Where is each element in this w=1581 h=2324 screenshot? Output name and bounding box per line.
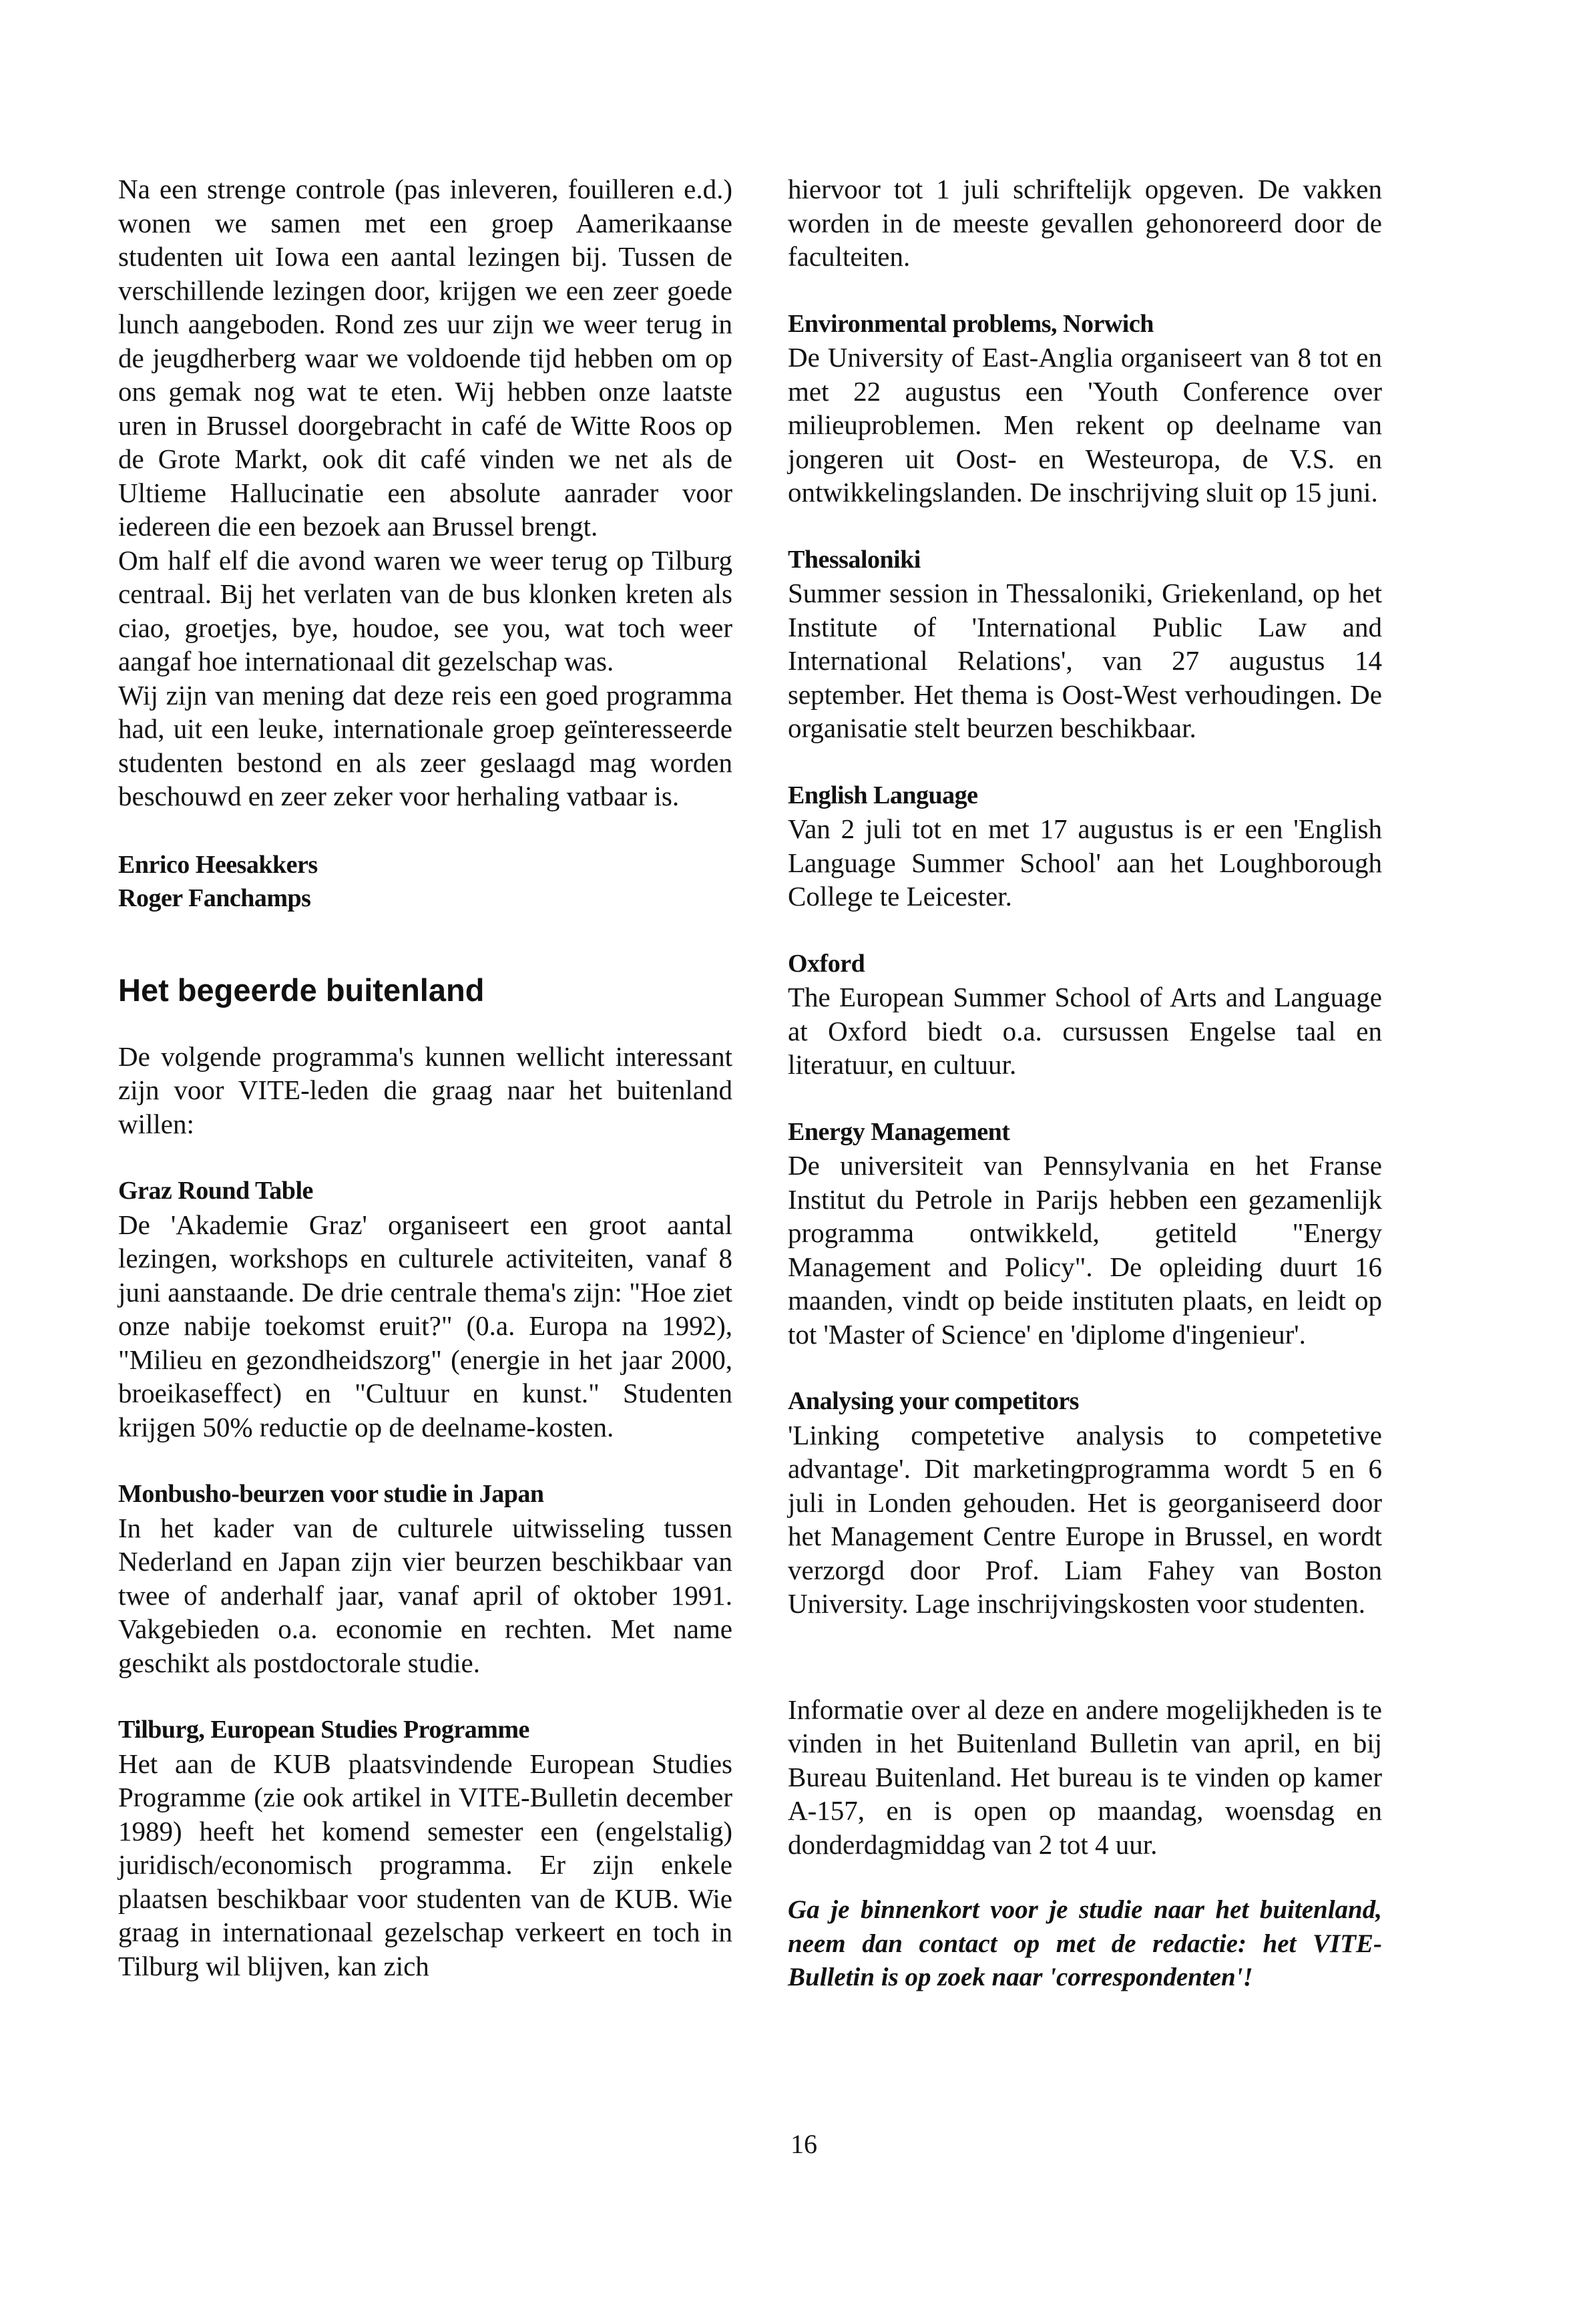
section-body: De University of East-Anglia organiseert van 8 tot en met 22 augustus een 'Youth Conference over milieuproblemen. Men rekent op deelname van jongeren uit Oost- en Westeuropa, de V.S. en ontwikkelingslanden. De inschrijving sluit op 15 juni.: [788, 342, 1382, 508]
section-body: Van 2 juli tot en met 17 augustus is er een 'English Language Summer School' aan het Loughborough College te Leicester.: [788, 813, 1382, 912]
section-heading: Tilburg, European Studies Programme: [118, 1716, 529, 1744]
section-heading: Graz Round Table: [118, 1177, 313, 1205]
section-thessaloniki: [788, 543, 1382, 745]
section-body: De universiteit van Pennsylvania en het Franse Institut du Petrole in Parijs hebben een gezamenlijk programma ontwikkeld, getiteld "Energy Management and Policy". De opleiding duurt 16 maanden, vindt op beide instituten plaats, en leidt op tot 'Master of Science' en 'diplome d'ingenieur'.: [788, 1150, 1382, 1350]
article-intro: De volgende programma's kunnen wellicht interessant zijn voor VITE-leden die graag naar het buitenland willen:: [118, 1040, 732, 1139]
page-number: 16: [790, 2129, 817, 2159]
conclusion-paragraph: Wij zijn van mening dat deze reis een goed programma had, uit een leuke, internationale groep geïnteresseerde studenten bestond en als zeer geslaagd mag worden beschouwd en zeer zeker voor herhaling vatbaar is.: [118, 679, 732, 811]
section-heading: Monbusho-beurzen voor studie in Japan: [118, 1480, 544, 1508]
author-name: Enrico Heesakkers: [118, 850, 318, 879]
correspondents-callout: Ga je binnenkort voor je studie naar het buitenland, neem dan contact op met de redactie: het VITE-Bulletin is op zoek naar 'correspondenten'!: [788, 1895, 1382, 1991]
left-column: [118, 172, 732, 1983]
section-heading: English Language: [788, 781, 978, 809]
section-english-language: [788, 779, 1382, 914]
intro-paragraph: Na een strenge controle (pas inleveren, fouilleren e.d.) wonen we samen met een groep Aamerikaanse studenten uit Iowa een aantal lezingen bij. Tussen de verschillende lezingen door, krijgen we een zeer goede lunch aangeboden. Rond zes uur zijn we weer terug in de jeugdherberg waar we voldoende tijd hebben om op ons gemak nog wat te eten. Wij hebben onze laatste uren in Brussel doorgebracht in café de Witte Roos op de Grote Markt, ook dit café vinden we net als de Ultieme Hallucinatie een absolute aanrader voor iedereen die een bezoek aan Brussel brengt.: [118, 174, 732, 542]
article-title: Het begeerde buitenland: [118, 972, 485, 1008]
section-tilburg: [118, 1713, 732, 1983]
continuation-paragraph: hiervoor tot 1 juli schriftelijk opgeven. De vakken worden in de meeste gevallen gehonoreerd door de faculteiten.: [788, 174, 1382, 272]
author-name: Roger Fanchamps: [118, 884, 311, 912]
section-heading: Environmental problems, Norwich: [788, 309, 1154, 338]
info-paragraph: Informatie over al deze en andere mogelijkheden is te vinden in het Buitenland Bulletin van april, en bij Bureau Buitenland. Het bureau is te vinden op kamer A-157, en is open op maandag, woensdag en donderdagmiddag van 2 tot 4 uur.: [788, 1694, 1382, 1860]
right-column: [788, 172, 1382, 1995]
section-heading: Energy Management: [788, 1117, 1010, 1146]
section-body: Het aan de KUB plaatsvindende European Studies Programme (zie ook artikel in VITE-Bulletin december 1989) heeft het komend semester een (engelstalig) juridisch/economisch programma. Er zijn enkele plaatsen beschikbaar voor studenten van de KUB. Wie graag in internationaal gezelschap verkeert en toch in Tilburg wil blijven, kan zich: [118, 1748, 732, 1981]
section-body: De 'Akademie Graz' organiseert een groot aantal lezingen, workshops en culturele activiteiten, vanaf 8 juni aanstaande. De drie centrale thema's zijn: "Hoe ziet onze nabije toekomst eruit?" (0.a. Europa na 1992), "Milieu en gezondheidszorg" (energie in het jaar 2000, broeikaseffect) en "Cultuur en kunst." Studenten krijgen 50% reductie op de deelname-kosten.: [118, 1209, 732, 1442]
section-heading: Oxford: [788, 949, 865, 978]
section-monbusho: [118, 1477, 732, 1680]
section-heading: Analysing your competitors: [788, 1387, 1079, 1415]
authors: [118, 848, 732, 916]
section-analysing-competitors: [788, 1384, 1382, 1621]
return-paragraph: Om half elf die avond waren we weer terug op Tilburg centraal. Bij het verlaten van de bus klonken kreten als ciao, groetjes, bye, houdoe, see you, wat toch weer aangaf hoe internationaal dit gezelschap was.: [118, 544, 732, 676]
section-oxford: [788, 947, 1382, 1082]
section-graz: [118, 1174, 732, 1444]
section-body: 'Linking competetive analysis to competetive advantage'. Dit marketingprogramma wordt 5 en 6 juli in Londen gehouden. Het is georganiseerd door het Management Centre Europe in Brussel, en wordt verzorgd door Prof. Liam Fahey van Boston University. Lage inschrijvingskosten voor studenten.: [788, 1419, 1382, 1619]
section-heading: Thessaloniki: [788, 545, 921, 574]
section-body: The European Summer School of Arts and Language at Oxford biedt o.a. cursussen Engelse taal en literatuur, en cultuur.: [788, 982, 1382, 1080]
section-body: Summer session in Thessaloniki, Griekenland, op het Institute of 'International Public Law and International Relations', van 27 augustus 14 september. Het thema is Oost-West verhoudingen. De organisatie stelt beurzen beschikbaar.: [788, 578, 1382, 743]
section-body: In het kader van de culturele uitwisseling tussen Nederland en Japan zijn vier beurzen beschikbaar van twee of anderhalf jaar, vanaf april of oktober 1991. Vakgebieden o.a. economie en rechten. Met name geschikt als postdoctorale studie.: [118, 1512, 732, 1678]
section-environmental: [788, 307, 1382, 510]
section-energy-management: [788, 1115, 1382, 1352]
